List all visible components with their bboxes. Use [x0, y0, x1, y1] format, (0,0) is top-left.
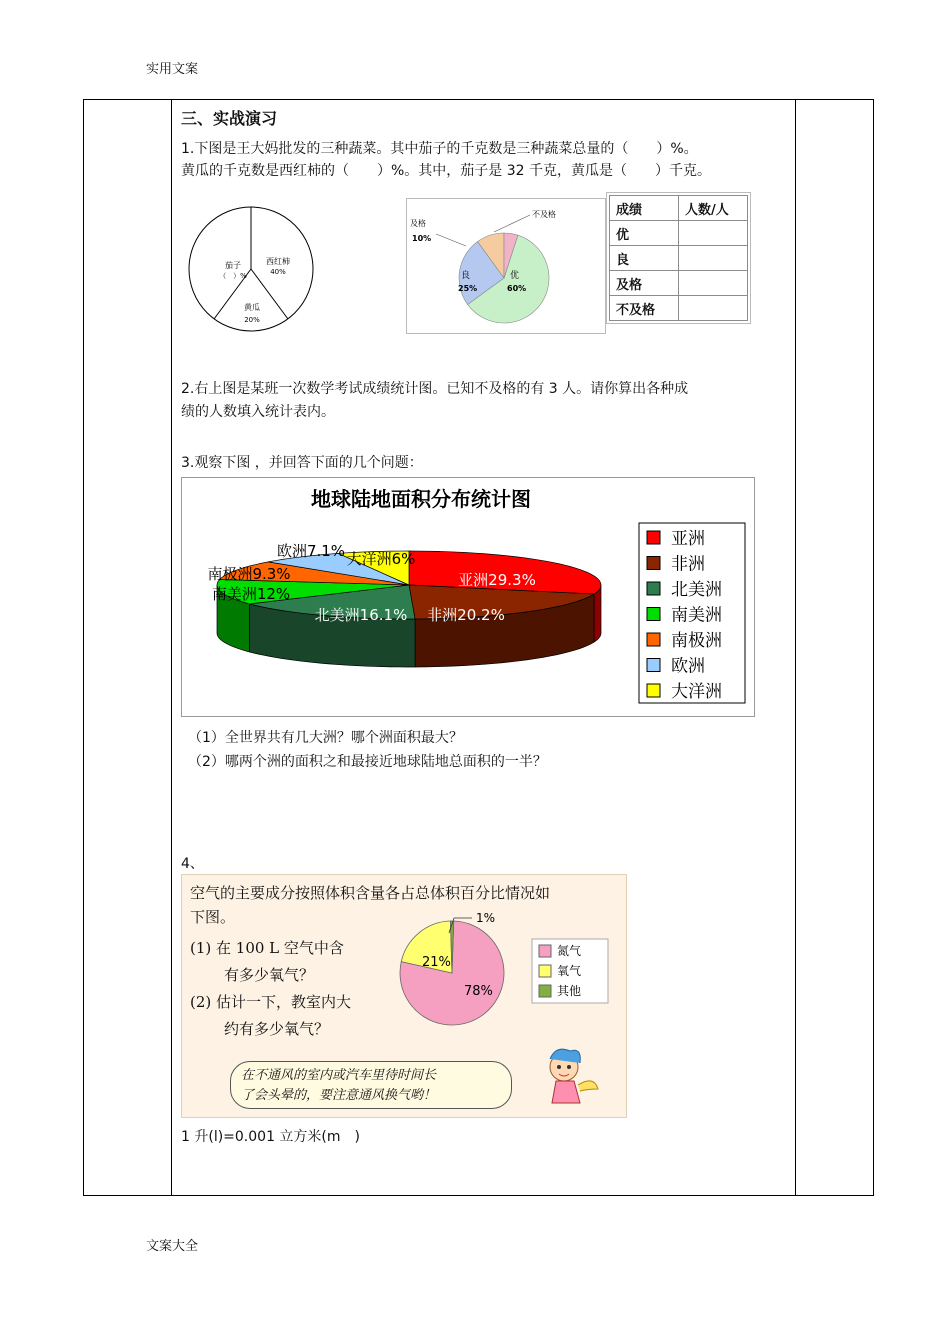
cartoon-character-icon	[534, 1045, 604, 1115]
legend-oxygen: 氧气	[557, 964, 582, 978]
table-row	[610, 271, 748, 296]
legend-swatch-4	[647, 633, 660, 646]
air-intro-line1: 空气的主要成分按照体积含量各占总体积百分比情况如	[190, 884, 551, 902]
legend-label-5: 欧洲	[671, 656, 705, 677]
legend-label-3: 南美洲	[671, 605, 722, 626]
pass-label: 及格	[410, 219, 426, 228]
tip-bubble	[230, 1061, 512, 1109]
right-column-divider	[795, 99, 796, 1196]
q2	[181, 378, 791, 424]
table-cell: 不及格	[610, 296, 679, 321]
legend-swatch-5	[647, 659, 660, 672]
table-row	[610, 296, 748, 321]
air-pie	[392, 905, 622, 1035]
continent-pie-chart	[181, 477, 755, 717]
legend-swatch-6	[647, 684, 660, 697]
q2-line1: 2.右上图是某班一次数学考试成绩统计图。已知不及格的有 3 人。请你算出各种成	[181, 381, 689, 397]
legend-label-4: 南极洲	[671, 631, 722, 651]
table-header-row	[610, 196, 748, 221]
air-q2b: 约有多少氧气？	[224, 1020, 330, 1038]
air-intro-line2: 下图。	[190, 908, 236, 926]
table-cell-empty[interactable]	[679, 271, 748, 296]
air-q1a: (1) 在 100 L 空气中含	[190, 939, 344, 957]
legend-swatch-other	[539, 985, 551, 997]
legend-label-6: 大洋洲	[671, 682, 722, 702]
q1-line1: 1.下图是王大妈批发的三种蔬菜。其中茄子的千克数是三种蔬菜总量的（ ）%。	[181, 141, 698, 157]
good-pct: 25%	[458, 284, 478, 293]
q2-line2: 绩的人数填入统计表内。	[181, 404, 335, 420]
page-header: 实用文案	[146, 62, 199, 77]
legend-label-2: 北美洲	[671, 580, 722, 600]
cucumber-pct: 20%	[244, 316, 260, 324]
page-footer: 文案大全	[146, 1239, 199, 1254]
pass-pct: 10%	[412, 234, 432, 243]
fail-label: 不及格	[532, 210, 556, 219]
air-q1b: 有多少氧气？	[224, 966, 315, 984]
legend-other: 其他	[557, 984, 582, 998]
table-cell: 良	[610, 246, 679, 271]
cucumber-label: 黄瓜	[244, 303, 260, 312]
table-row	[610, 221, 748, 246]
section-title: 三、实战演习	[181, 109, 278, 128]
q4-number: 4、	[181, 856, 204, 872]
legend-swatch-2	[647, 582, 660, 595]
legend-swatch-1	[647, 557, 660, 570]
table-cell-empty[interactable]	[679, 296, 748, 321]
tip-line2: 了会头晕的，要注意通风换气哟！	[241, 1088, 437, 1103]
tomato-pct: 40%	[270, 268, 286, 276]
q3-question-1: （1）全世界共有几大洲？哪个洲面积最大？	[188, 730, 463, 746]
air-figure	[181, 874, 627, 1118]
slice-label-3: 南美洲12%	[211, 585, 291, 603]
unit-note: 1 升(l)=0.001 立方米(m )	[181, 1129, 360, 1145]
oxygen-pct: 21%	[422, 955, 451, 970]
eggplant-pct: （ ）%	[219, 272, 247, 280]
slice-label-4: 南极洲9.3%	[207, 565, 291, 583]
air-questions	[190, 935, 351, 1043]
legend-swatch-nitrogen	[539, 945, 551, 957]
slice-label-6: 大洋洲6%	[346, 550, 416, 568]
legend-swatch-oxygen	[539, 965, 551, 977]
q1-line2: 黄瓜的千克数是西红柿的（ ）%。其中，茄子是 32 千克，黄瓜是（ ）千克。	[181, 163, 712, 179]
content-cell	[181, 108, 791, 182]
legend-label-1: 非洲	[671, 554, 705, 575]
table-cell: 及格	[610, 271, 679, 296]
nitrogen-pct: 78%	[464, 984, 493, 999]
table-cell: 优	[610, 221, 679, 246]
other-pct: 1%	[476, 911, 496, 925]
legend-swatch-0	[647, 531, 660, 544]
good-label: 良	[461, 271, 471, 281]
q3-intro: 3.观察下图 ，并回答下面的几个问题：	[181, 455, 423, 471]
vegetable-pie	[188, 204, 316, 334]
q3-questions	[188, 726, 547, 774]
table-cell-empty[interactable]	[679, 246, 748, 271]
slice-label-2: 北美洲16.1%	[314, 606, 408, 624]
grade-table	[609, 195, 748, 321]
legend-swatch-3	[647, 608, 660, 621]
tip-line1: 在不通风的室内或汽车里待时间长	[241, 1068, 437, 1083]
excellent-pct: 60%	[507, 284, 527, 293]
excellent-label: 优	[510, 271, 520, 281]
air-q2a: (2) 估计一下，教室内大	[190, 993, 352, 1011]
legend-label-0: 亚洲	[671, 529, 705, 549]
slice-label-5: 欧洲7.1%	[276, 542, 346, 560]
q3-question-2: （2）哪两个洲的面积之和最接近地球陆地总面积的一半？	[188, 754, 547, 770]
tomato-label: 西红柿	[266, 257, 290, 266]
table-cell-empty[interactable]	[679, 221, 748, 246]
slice-label-1: 非洲20.2%	[427, 606, 505, 624]
left-column-divider	[171, 99, 172, 1196]
eggplant-label: 茄子	[225, 261, 241, 270]
table-header-cell: 人数/人	[679, 196, 748, 221]
grade-table-box	[606, 192, 751, 324]
table-header-cell: 成绩	[610, 196, 679, 221]
grades-pie	[406, 198, 606, 334]
legend-nitrogen: 氮气	[557, 944, 582, 958]
chart-title: 地球陆地面积分布统计图	[311, 487, 531, 511]
table-row	[610, 246, 748, 271]
slice-label-0: 亚洲29.3%	[458, 571, 536, 589]
